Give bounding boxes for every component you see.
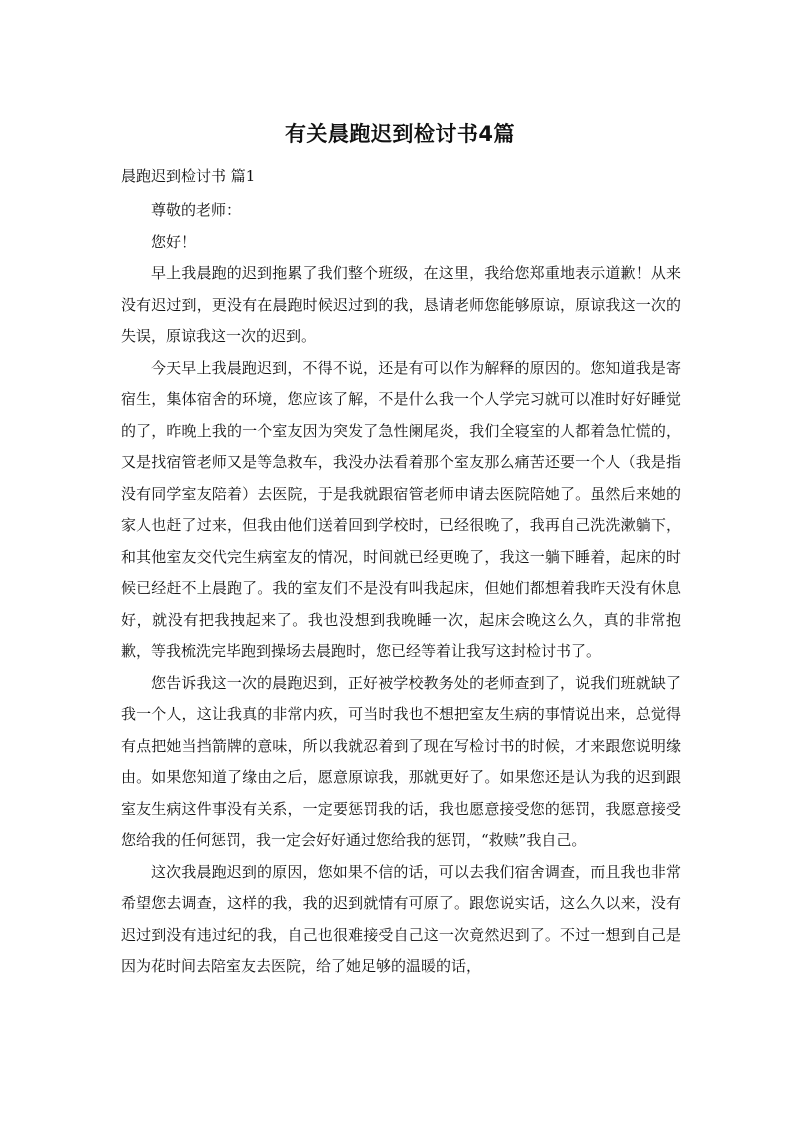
body-paragraph: 您告诉我这一次的晨跑迟到，正好被学校教务处的老师查到了，说我们班就缺了我一个人，这让我真的非常内疚，可当时我也不想把室友生病的事情说出来，总觉得有点把她当挡箭牌的意味，所以我就忍着到了现在写检讨书的时候，才来跟您说明缘由。如果您知道了缘由之后，愿意原谅我，那就更好了。如果您还是认为我的迟到跟室友生病这件事没有关系，一定要惩罚我的话，我也愿意接受您的惩罚，我愿意接受您给我的任何惩罚，我一定会好好通过您给我的惩罚，“救赎”我自己。 — [121, 673, 681, 849]
body-paragraph: 今天早上我晨跑迟到，不得不说，还是有可以作为解释的原因的。您知道我是寄宿生，集体宿舍的环境，您应该了解，不是什么我一个人学完习就可以准时好好睡觉的了，昨晚上我的一个室友因为突发了急性阑尾炎，我们全寝室的人都着急忙慌的，又是找宿管老师又是等急救车，我没办法看着那个室友那么痛苦还要一个人（我是指没有同学室友陪着）去医院，于是我就跟宿管老师申请去医院陪她了。虽然后来她的家人也赶了过来，但我由他们送着回到学校时，已经很晚了，我再自己洗洗漱躺下，和其他室友交代完生病室友的情况，时间就已经更晚了，我这一躺下睡着，起床的时候已经赶不上晨跑了。我的室友们不是没有叫我起床，但她们都想着我昨天没有休息好，就没有把我拽起来了。我也没想到我晚睡一次，起床会晚这么久，真的非常抱歉，等我梳洗完毕跑到操场去晨跑时，您已经等着让我写这封检讨书了。 — [121, 358, 681, 660]
document-title: 有关晨跑迟到检讨书4篇 — [284, 122, 516, 146]
greeting: 您好！ — [151, 232, 197, 251]
salutation: 尊敬的老师： — [151, 201, 242, 219]
body-paragraph: 早上我晨跑的迟到拖累了我们整个班级，在这里，我给您郑重地表示道歉！从来没有迟过到，更没有在晨跑时候迟过到的我，恳请老师您能够原谅，原谅我这一次的失误，原谅我这一次的迟到。 — [121, 264, 681, 345]
document-body — [121, 195, 681, 983]
body-paragraph: 这次我晨跑迟到的原因，您如果不信的话，可以去我们宿舍调查，而且我也非常希望您去调查，这样的我，我的迟到就情有可原了。跟您说实话，这么久以来，没有迟过到没有违过纪的我，自己也很难接受自己这一次竟然迟到了。不过一想到自己是因为花时间去陪室友去医院，给了她足够的温暖的话， — [121, 862, 681, 975]
section-heading: 晨跑迟到检讨书 篇1 — [121, 167, 256, 185]
